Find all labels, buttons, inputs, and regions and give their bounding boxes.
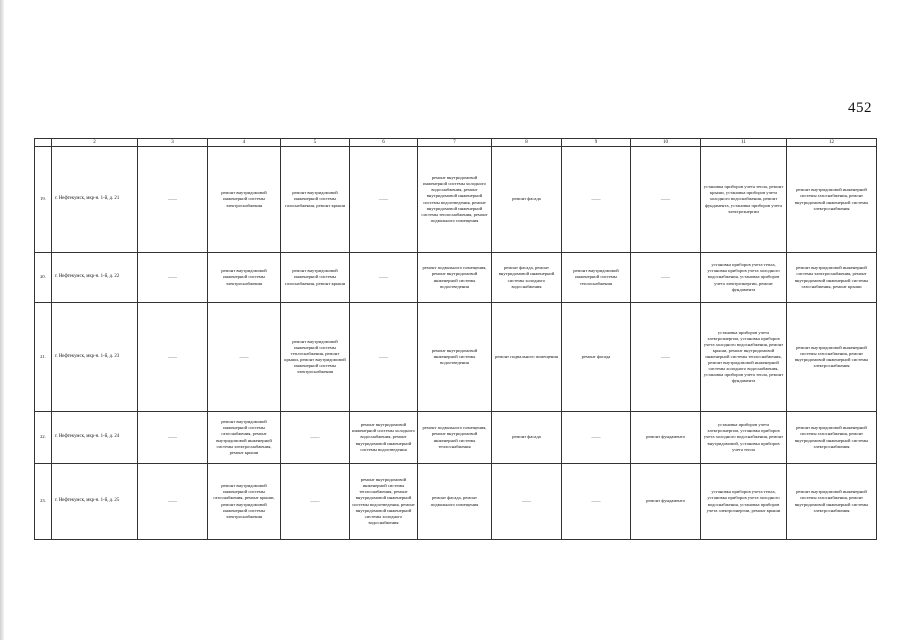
cell-col4: ремонт внутридомовой инженерной системы газоснабжения, ремонт крыши, ремонт внутридомовой инженерной системы электроснабжения [208, 464, 281, 540]
cell-col6: —— [350, 303, 418, 412]
header-cell: 3 [138, 139, 208, 147]
cell-col9: ремонт внутридомовой инженерной системы теплоснабжения [562, 253, 631, 303]
cell-col6: ремонт внутридомовой инженерной системы теплоснабжения, ремонт внутридомовой инженерной системы водоотведения, ремонт внутридомовой инженерной системы холодного водоснабжения [350, 464, 418, 540]
row-number: 20. [35, 253, 52, 303]
table-row [35, 464, 877, 540]
cell-col11: установка приборов учета электроэнергии, установка приборов учета холодного водоснабжения, ремонт внутридомовой, установка приборов учета тепла [701, 412, 787, 464]
table-row [35, 412, 877, 464]
address-cell: г. Нефтекумск, мкр-н. 1-й, д. 22 [52, 253, 138, 303]
cell-col7: ремонт фасада, ремонт подвального помещения [418, 464, 492, 540]
cell-col7: ремонт внутридомовой инженерной системы холодного водоснабжения, ремонт внутридомовой инженерной системы водоотведения, ремонт внутридомовой инженерной системы теплоснабжения, ремонт подвального помещения [418, 147, 492, 253]
cell-col12: ремонт внутридомовой инженерной системы электроснабжения, ремонт внутридомовой инженерной системы газоснабжения, ремонт крыши [787, 253, 877, 303]
cell-col9: —— [562, 464, 631, 540]
address-cell: г. Нефтекумск, мкр-н. 1-й, д. 21 [52, 147, 138, 253]
row-number: 21. [35, 303, 52, 412]
cell-col8: ремонт фасада, ремонт внутридомовой инженерной системы холодного водоснабжения [492, 253, 562, 303]
cell-col10: —— [631, 303, 701, 412]
cell-col6: —— [350, 253, 418, 303]
row-number: 22. [35, 412, 52, 464]
address-cell: г. Нефтекумск, мкр-н. 1-й, д. 25 [52, 464, 138, 540]
cell-col3: —— [138, 303, 208, 412]
header-cell: 8 [492, 139, 562, 147]
cell-col5: ремонт внутридомовой инженерной системы газоснабжения, ремонт крыши [281, 147, 350, 253]
cell-col10: —— [631, 147, 701, 253]
cell-col4: ремонт внутридомовой инженерной системы газоснабжения, ремонт внутридомовой инженерной системы электроснабжения, ремонт крыши [208, 412, 281, 464]
cell-col7: ремонт внутридомовой инженерной системы водоотведения [418, 303, 492, 412]
header-row [35, 139, 877, 147]
cell-col12: ремонт внутридомовой инженерной системы газоснабжения, ремонт внутридомовой инженерной системы электроснабжения [787, 303, 877, 412]
cell-col8: ремонт фасада [492, 147, 562, 253]
header-cell-blank [35, 139, 52, 147]
cell-col7: ремонт подвального помещения, ремонт внутридомовой инженерной системы водоотведения [418, 253, 492, 303]
cell-col9: —— [562, 147, 631, 253]
cell-col9: ремонт фасада [562, 303, 631, 412]
cell-col3: —— [138, 147, 208, 253]
header-cell: 11 [701, 139, 787, 147]
row-number: 23. [35, 464, 52, 540]
header-cell: 10 [631, 139, 701, 147]
cell-col3: —— [138, 253, 208, 303]
cell-col8: —— [492, 464, 562, 540]
repair-schedule-table [34, 138, 877, 540]
cell-col11: установка приборов учета электроэнергии, установка приборов учета холодного водоснабжения, ремонт крыши, ремонт внутридомовой инженерной системы теплоснабжения, ремонт внутридомовой инженерной системы холодного водоснабжения, установка приборов учета тепла, ремонт фундамента [701, 303, 787, 412]
cell-col11: установка приборов учета тепла, установка приборов учета холодного водоснабжения, установка приборов учета электроэнергии, ремонт фундамента [701, 253, 787, 303]
cell-col4: ремонт внутридомовой инженерной системы электроснабжения [208, 253, 281, 303]
cell-col10: ремонт фундамента [631, 412, 701, 464]
cell-col11: установка приборов учета тепла, ремонт крыши, установка приборов учета холодного водоснабжения, ремонт фундамента, установка приборов учета электроэнергии [701, 147, 787, 253]
cell-col10: —— [631, 253, 701, 303]
header-cell: 5 [281, 139, 350, 147]
cell-col8: ремонт подвального помещения [492, 303, 562, 412]
header-cell: 2 [52, 139, 138, 147]
row-number: 19. [35, 147, 52, 253]
header-cell: 7 [418, 139, 492, 147]
cell-col12: ремонт внутридомовой инженерной системы газоснабжения, ремонт внутридомовой инженерной системы электроснабжения [787, 464, 877, 540]
header-cell: 12 [787, 139, 877, 147]
header-cell: 9 [562, 139, 631, 147]
cell-col9: —— [562, 412, 631, 464]
page-number: 452 [848, 100, 872, 116]
cell-col12: ремонт внутридомовой инженерной системы газоснабжения, ремонт внутридомовой инженерной системы электроснабжения [787, 147, 877, 253]
cell-col7: ремонт подвального помещения, ремонт внутридомовой инженерной системы теплоснабжения [418, 412, 492, 464]
address-cell: г. Нефтекумск, мкр-н. 1-й, д. 23 [52, 303, 138, 412]
table-row [35, 147, 877, 253]
cell-col8: ремонт фасада [492, 412, 562, 464]
cell-col5: ремонт внутридомовой инженерной системы газоснабжения, ремонт крыши [281, 253, 350, 303]
cell-col5: ремонт внутридомовой инженерной системы теплоснабжения, ремонт крыши, ремонт внутридомовой инженерной системы электроснабжения [281, 303, 350, 412]
cell-col11: установка приборов учета тепла, установка приборов учета холодного водоснабжения, установка приборов учета электроэнергии, ремонт крыши [701, 464, 787, 540]
address-cell: г. Нефтекумск, мкр-н. 1-й, д. 24 [52, 412, 138, 464]
cell-col3: —— [138, 412, 208, 464]
scan-edge-shadow [0, 0, 4, 640]
table-row [35, 253, 877, 303]
cell-col10: ремонт фундамента [631, 464, 701, 540]
cell-col4: ремонт внутридомовой инженерной системы электроснабжения [208, 147, 281, 253]
header-cell: 4 [208, 139, 281, 147]
cell-col3: —— [138, 464, 208, 540]
cell-col6: ремонт внутридомовой инженерной системы холодного водоснабжения, ремонт внутридомовой инженерной системы водоотведения [350, 412, 418, 464]
cell-col5: —— [281, 412, 350, 464]
cell-col4: —— [208, 303, 281, 412]
cell-col12: ремонт внутридомовой инженерной системы газоснабжения, ремонт внутридомовой инженерной системы электроснабжения [787, 412, 877, 464]
cell-col6: —— [350, 147, 418, 253]
header-cell: 6 [350, 139, 418, 147]
table-row [35, 303, 877, 412]
cell-col5: —— [281, 464, 350, 540]
